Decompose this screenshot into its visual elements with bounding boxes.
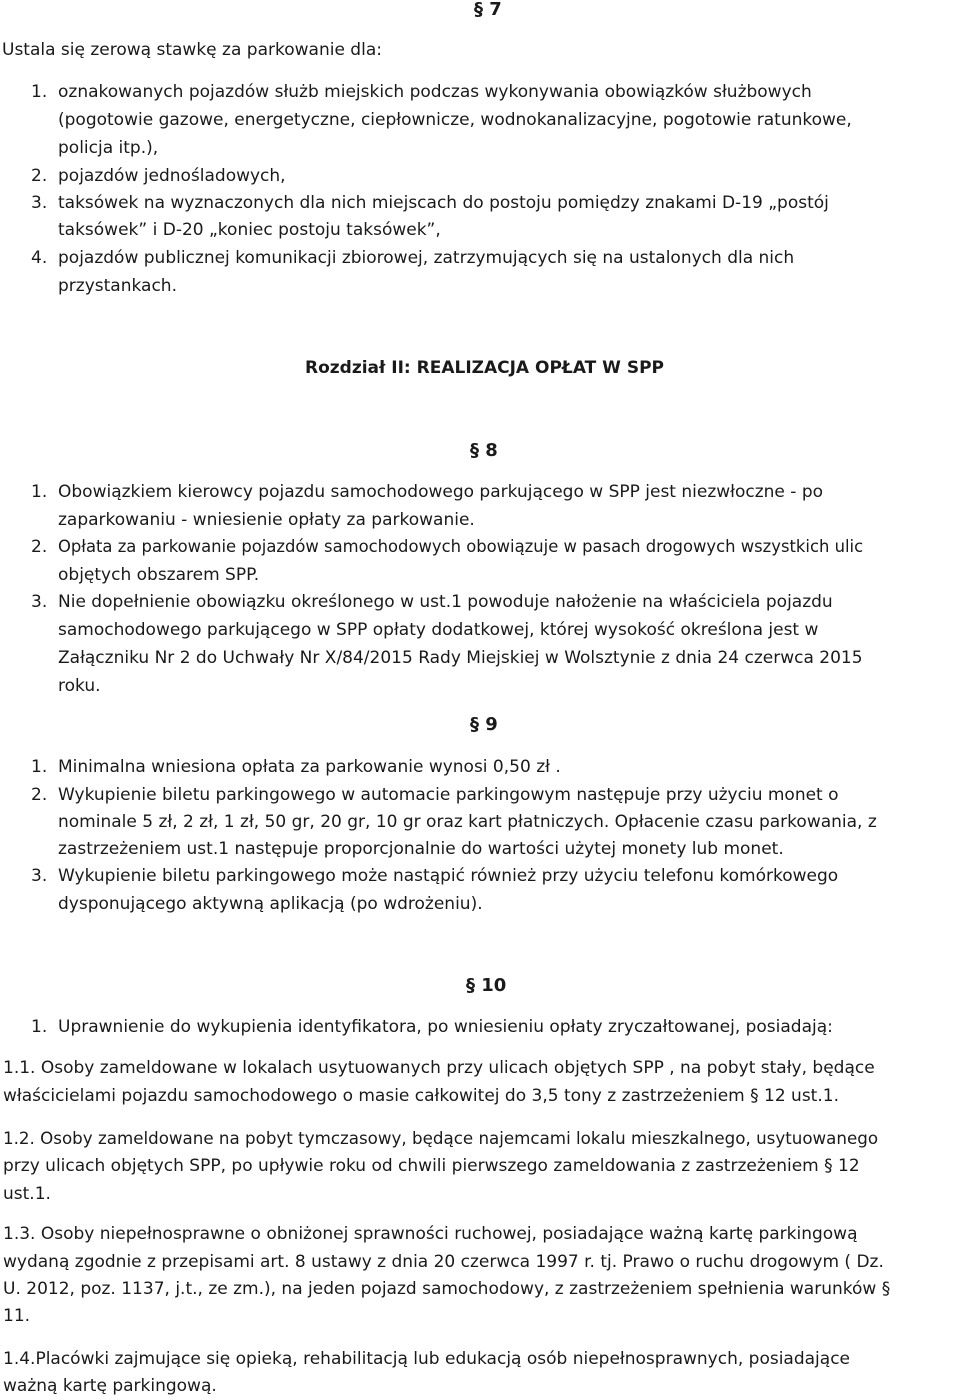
list-number: 4. — [31, 248, 48, 268]
list-text-line: Wykupienie biletu parkingowego może nastąpić również przy użyciu telefonu komórkowego — [58, 866, 839, 886]
list-text-line: Załączniku Nr 2 do Uchwały Nr X/84/2015 Rady Miejskiej w Wolsztynie z dnia 24 czerwca 2015 — [58, 648, 863, 668]
sub-item-text-line: ust.1. — [3, 1184, 51, 1204]
list-text-line: pojazdów jednośladowych, — [58, 166, 286, 186]
list-number: 1. — [31, 82, 48, 102]
list-number: 3. — [31, 193, 48, 213]
sub-item-text-line: 1.3. Osoby niepełnosprawne o obniżonej sprawności ruchowej, posiadające ważną kartę parkingową — [3, 1224, 858, 1244]
list-text-line: dysponującego aktywną aplikacją (po wdrożeniu). — [58, 894, 483, 914]
sub-item-text-line: właścicielami pojazdu samochodowego o masie całkowitej do 3,5 tony z zastrzeżeniem § 12 ust.1. — [3, 1086, 839, 1106]
list-text-line: Nie dopełnienie obowiązku określonego w ust.1 powoduje nałożenie na właściciela pojazdu — [58, 592, 833, 612]
list-text-line: pojazdów publicznej komunikacji zbiorowej, zatrzymujących się na ustalonych dla nich — [58, 248, 795, 268]
chapter-heading: Rozdział II: REALIZACJA OPŁAT W SPP — [305, 358, 665, 378]
sub-item-text-line: 1.1. Osoby zameldowane w lokalach usytuowanych przy ulicach objętych SPP , na pobyt stały, będące — [3, 1058, 875, 1078]
list-number: 2. — [31, 785, 48, 805]
list-number: 3. — [31, 866, 48, 886]
sub-item-text-line: przy ulicach objętych SPP, po upływie roku od chwili pierwszego zameldowania z zastrzeżeniem § 12 — [3, 1156, 860, 1176]
list-number: 1. — [31, 482, 48, 502]
sub-item-text-line: 11. — [3, 1306, 31, 1326]
paragraph-7-intro: Ustala się zerową stawkę za parkowanie dla: — [2, 40, 382, 60]
list-text-line: Opłata za parkowanie pojazdów samochodowych obowiązuje w pasach drogowych wszystkich ulic — [58, 537, 864, 556]
list-text-line: policja itp.), — [58, 138, 159, 158]
list-text-line: taksówek” i D-20 „koniec postoju taksówek”, — [58, 220, 441, 240]
list-number: 2. — [31, 166, 48, 186]
list-text-line: taksówek na wyznaczonych dla nich miejscach do postoju pomiędzy znakami D-19 „postój — [58, 193, 829, 213]
list-text-line: samochodowego parkującego w SPP opłaty dodatkowej, której wysokość określona jest w — [58, 620, 819, 640]
list-text-line: objętych obszarem SPP. — [58, 565, 260, 585]
list-number: 1. — [31, 1017, 48, 1037]
list-text-line: przystankach. — [58, 276, 177, 296]
paragraph-7-mark: § 7 — [474, 0, 502, 20]
list-text-line: roku. — [58, 676, 101, 696]
list-text-line: Uprawnienie do wykupienia identyfikatora, po wniesieniu opłaty zryczałtowanej, posiadają: — [58, 1017, 833, 1037]
sub-item-text-line: wydaną zgodnie z przepisami art. 8 ustawy z dnia 20 czerwca 1997 r. tj. Prawo o ruchu drogowym ( Dz. — [3, 1252, 884, 1272]
sub-item-text-line: ważną kartę parkingową. — [3, 1376, 217, 1396]
paragraph-10-mark: § 10 — [466, 975, 507, 996]
sub-item-text-line: 1.2. Osoby zameldowane na pobyt tymczasowy, będące najemcami lokalu mieszkalnego, usytuowanego — [3, 1128, 879, 1148]
list-text-line: oznakowanych pojazdów służb miejskich podczas wykonywania obowiązków służbowych — [58, 82, 812, 102]
list-number: 1. — [31, 757, 48, 777]
sub-item-text-line: U. 2012, poz. 1137, j.t., ze zm.), na jeden pojazd samochodowy, z zastrzeżeniem spełnienia warunków § — [3, 1279, 891, 1299]
list-number: 3. — [31, 592, 48, 612]
list-text-line: Obowiązkiem kierowcy pojazdu samochodowego parkującego w SPP jest niezwłoczne - po — [58, 482, 824, 502]
paragraph-8-mark: § 8 — [470, 440, 498, 461]
list-text-line: zaparkowaniu - wniesienie opłaty za parkowanie. — [58, 510, 475, 530]
list-text-line: Minimalna wniesiona opłata za parkowanie wynosi 0,50 zł . — [58, 757, 561, 777]
list-number: 2. — [31, 537, 48, 557]
paragraph-9-mark: § 9 — [470, 714, 498, 735]
sub-item-text-line: 1.4.Placówki zajmujące się opieką, rehabilitacją lub edukacją osób niepełnosprawnych, posiadające — [3, 1349, 850, 1369]
list-text-line: (pogotowie gazowe, energetyczne, ciepłownicze, wodnokanalizacyjne, pogotowie ratunkowe, — [58, 110, 852, 130]
list-text-line: zastrzeżeniem ust.1 następuje proporcjonalnie do wartości użytej monety lub monet. — [58, 839, 784, 859]
list-text-line: Wykupienie biletu parkingowego w automacie parkingowym następuje przy użyciu monet o — [58, 785, 839, 805]
list-text-line: nominale 5 zł, 2 zł, 1 zł, 50 gr, 20 gr, 10 gr oraz kart płatniczych. Opłacenie czasu parkowania, z — [58, 812, 877, 832]
